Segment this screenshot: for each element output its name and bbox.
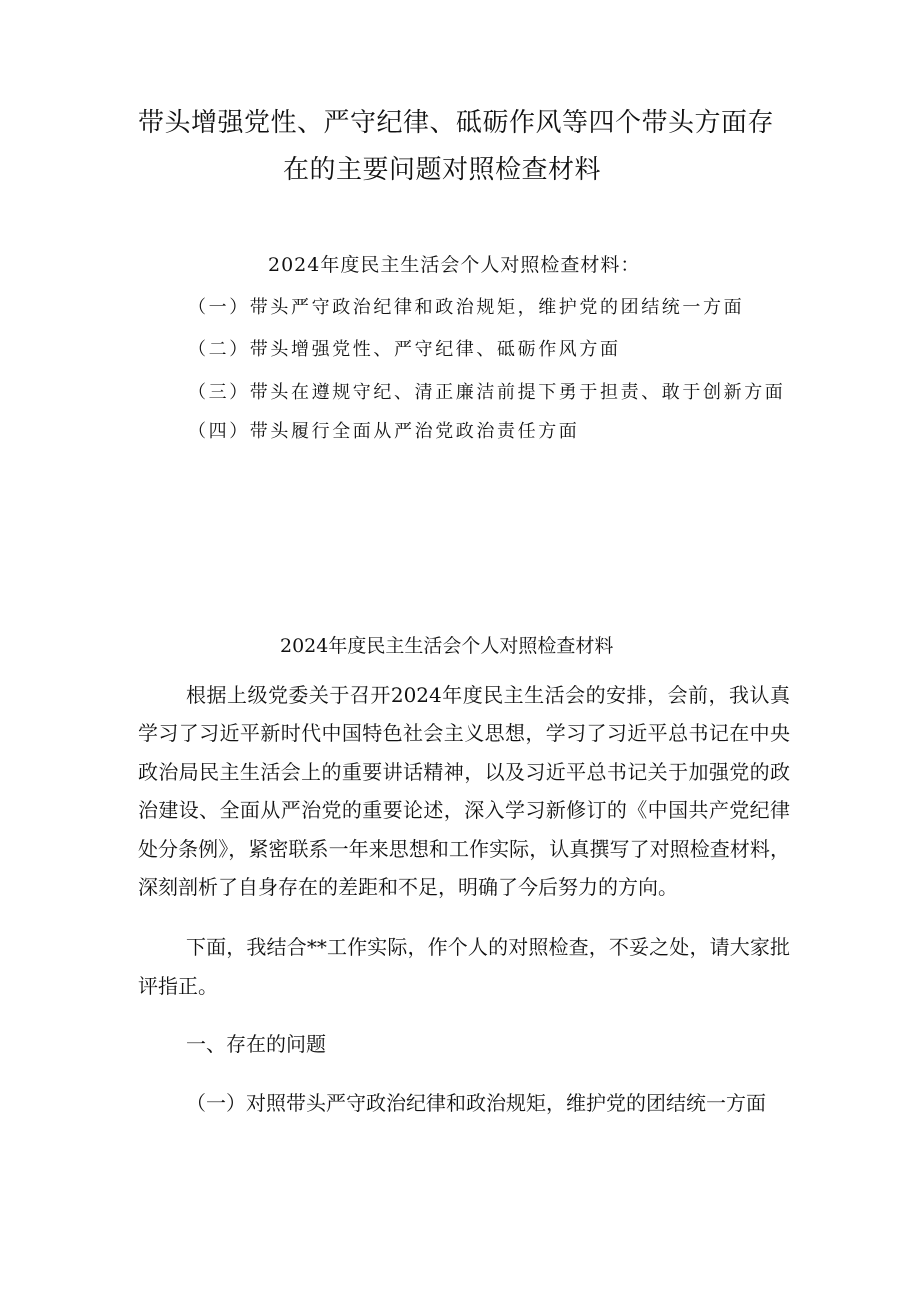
section-heading-problems: 一、存在的问题 [186, 1032, 326, 1057]
title-line-2: 在的主要问题对照检查材料 [283, 155, 602, 185]
section-heading: 2024年度民主生活会个人对照检查材料 [280, 635, 614, 657]
body-text [138, 676, 790, 1122]
title-line-1: 带头增强党性、严守纪律、砥砺作风等四个带头方面存 [138, 108, 775, 138]
paragraph-intro: 根据上级党委关于召开2024年度民主生活会的安排，会前，我认真学习了习近平新时代中国特色社会主义思想，学习了习近平总书记在中央政治局民主生活会上的重要讲话精神，以及习近平总书记关于加强党的政治建设、全面从严治党的重要论述，深入学习新修订的《中国共产党纪律处分条例》，紧密联系一年来思想和工作实际，认真撰写了对照检查材料，深刻剖析了自身存在的差距和不足，明确了今后努力的方向。 [138, 683, 790, 900]
intro-heading: 2024年度民主生活会个人对照检查材料： [268, 254, 641, 276]
intro-item-4: （四）带头履行全面从严治党政治责任方面 [188, 421, 580, 442]
document-title [138, 100, 798, 194]
intro-item-3: （三）带头在遵规守纪、清正廉洁前提下勇于担责、敢于创新方面 [188, 382, 786, 403]
intro-item-1: （一）带头严守政治纪律和政治规矩，维护党的团结统一方面 [188, 297, 745, 318]
subsection-heading-1: （一）对照带头严守政治纪律和政治规矩，维护党的团结统一方面 [186, 1090, 766, 1115]
paragraph-statement: 下面，我结合**工作实际，作个人的对照检查，不妥之处，请大家批评指正。 [138, 935, 790, 998]
intro-item-2: （二）带头增强党性、严守纪律、砥砺作风方面 [188, 339, 621, 360]
intro-list [138, 295, 798, 461]
